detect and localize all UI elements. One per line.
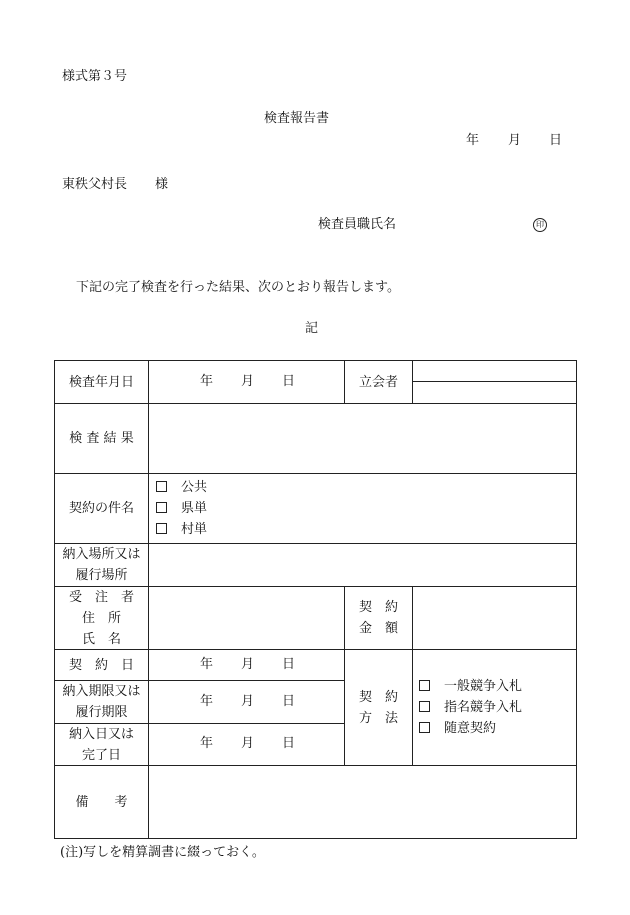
inspection-date-year: 年: [200, 374, 214, 389]
intro-text: 下記の完了検査を行った結果、次のとおり報告します。: [76, 280, 400, 295]
delivery-year: 年: [200, 736, 214, 751]
deadline-label: 納入期限又は 履行期限: [62, 684, 141, 720]
footnote: (注)写しを精算調書に綴っておく。: [60, 845, 265, 860]
witness-split-line: [412, 381, 577, 382]
checkbox-negotiated[interactable]: 随意契約: [419, 718, 496, 739]
contractor-label: 受 注 者 住 所 氏 名: [68, 589, 134, 647]
header-date-day: 日: [549, 133, 563, 148]
place-label: 納入場所又は 履行場所: [62, 547, 141, 583]
subject-label: 契約の件名: [68, 501, 134, 516]
checkbox-box[interactable]: [419, 701, 430, 712]
inspection-date-day: 日: [282, 374, 296, 389]
checkbox-box[interactable]: [156, 523, 167, 534]
table-border-right: [576, 360, 577, 839]
checkbox-box[interactable]: [156, 481, 167, 492]
deadline-year: 年: [200, 694, 214, 709]
checkbox-designated-bid[interactable]: 指名競争入札: [419, 697, 522, 718]
checkbox-box[interactable]: [419, 722, 430, 733]
contract-date-year: 年: [200, 657, 214, 672]
inspection-date-label: 検査年月日: [68, 374, 134, 390]
form-number: 様式第３号: [62, 69, 128, 84]
inspection-date-month: 月: [241, 374, 255, 389]
checkbox-kentan[interactable]: 県単: [156, 498, 207, 519]
header-date-month: 月: [508, 133, 522, 148]
inspector-label: 検査員職氏名: [318, 217, 397, 232]
ki-heading: 記: [305, 321, 319, 336]
addressee-honorific: 様: [155, 177, 169, 192]
contract-date-month: 月: [241, 657, 255, 672]
delivery-day: 日: [282, 736, 296, 751]
addressee-name: 東秩父村長: [62, 177, 128, 192]
checkbox-box[interactable]: [156, 502, 167, 513]
witness-label: 立会者: [358, 374, 398, 390]
checkbox-box[interactable]: [419, 680, 430, 691]
column-line: [412, 360, 413, 404]
checkbox-sontan[interactable]: 村単: [156, 519, 207, 540]
table-border-bottom: [54, 838, 577, 839]
contract-amount-label: 契 約 金 額: [358, 600, 398, 636]
header-date-year: 年: [466, 133, 480, 148]
remarks-label: 備 考: [75, 794, 128, 810]
checkbox-koukyou[interactable]: 公共: [156, 477, 207, 498]
seal-mark: 印: [533, 218, 547, 232]
deadline-month: 月: [241, 694, 255, 709]
label-column-line: [148, 360, 149, 839]
result-label: 検 査 結 果: [69, 431, 134, 446]
contract-date-day: 日: [282, 657, 296, 672]
column-line: [412, 586, 413, 766]
checkbox-general-bid[interactable]: 一般競争入札: [419, 676, 522, 697]
delivery-label: 納入日又は 完了日: [68, 726, 134, 763]
document-title: 検査報告書: [264, 111, 330, 126]
contract-method-label: 契 約 方 法: [358, 689, 398, 726]
contract-date-label: 契 約 日: [68, 657, 134, 673]
deadline-day: 日: [282, 694, 296, 709]
delivery-month: 月: [241, 736, 255, 751]
